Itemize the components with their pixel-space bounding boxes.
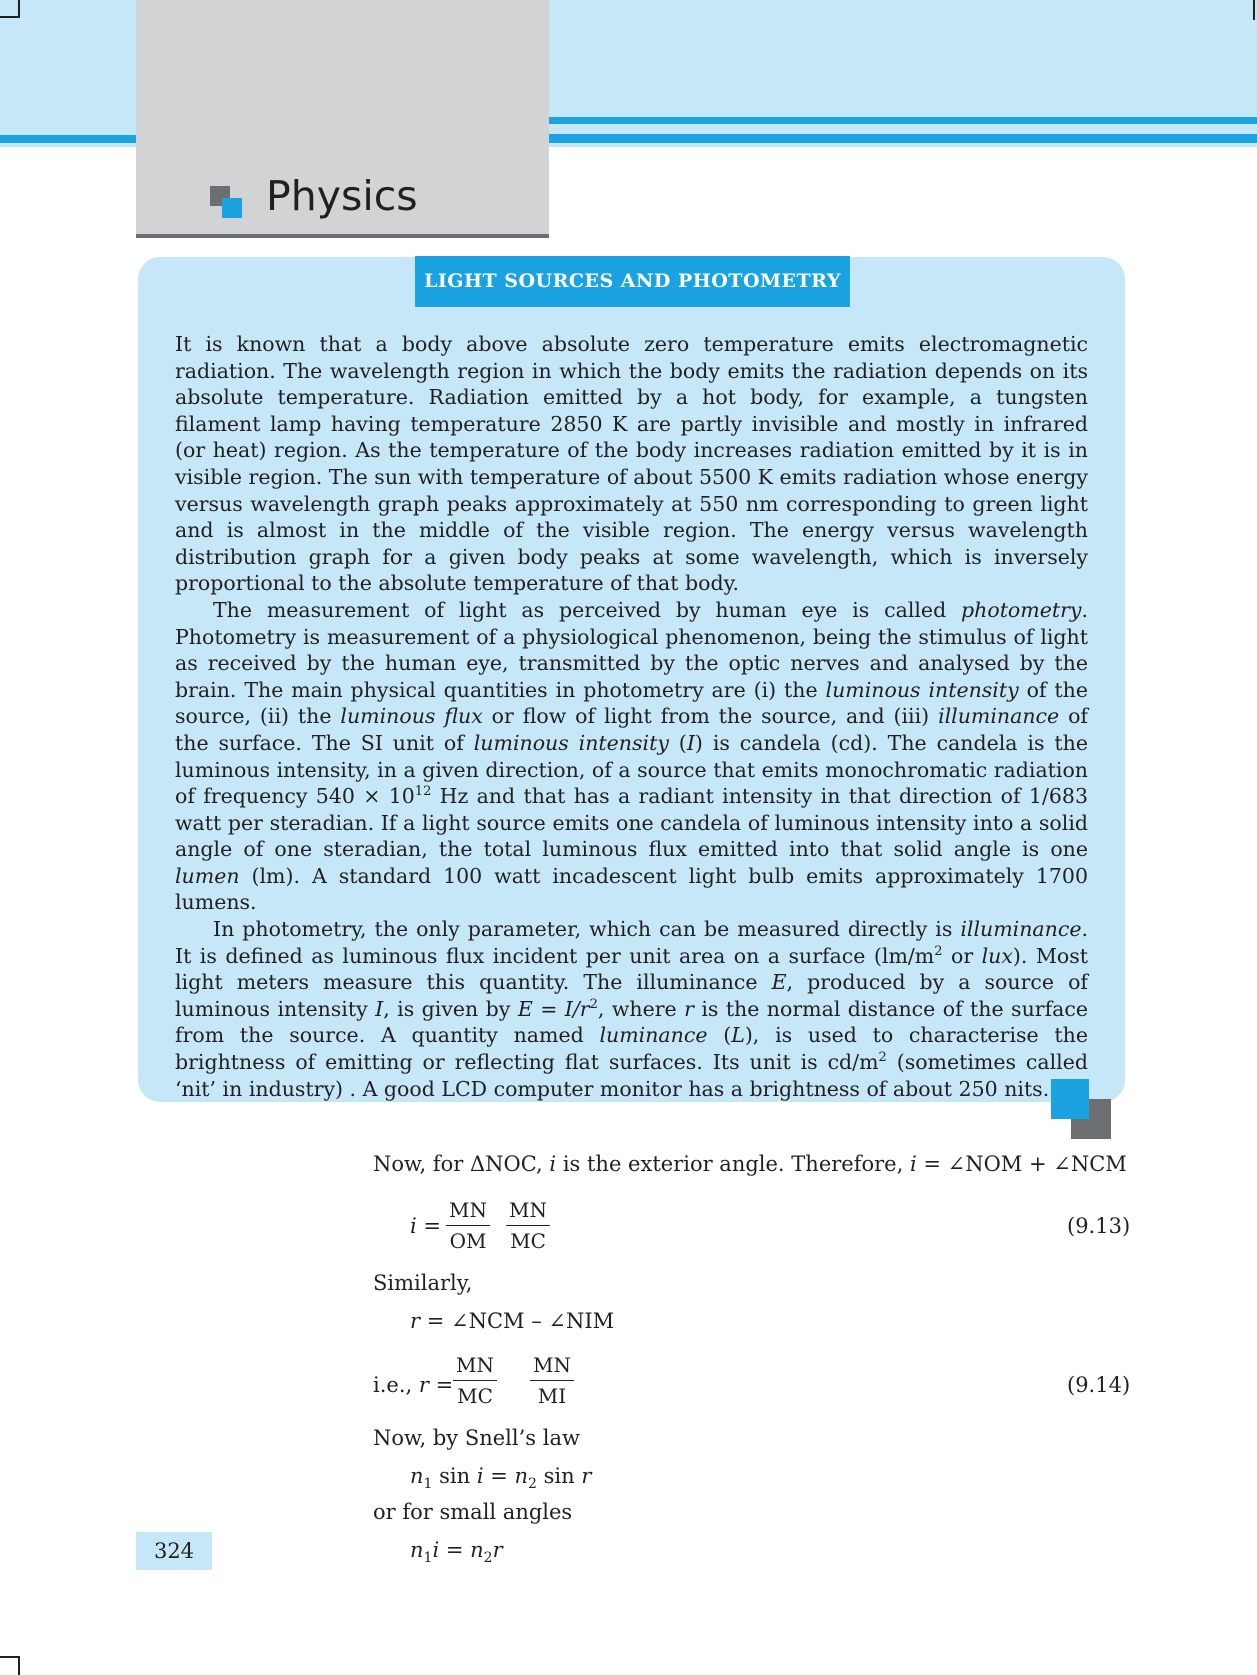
header-rule-right-top [549,117,1257,124]
eq-9-14-number: (9.14) [1067,1373,1131,1397]
header-rule-left [0,135,136,143]
header-subject-underline [136,234,549,238]
overlapping-squares-icon [210,186,242,218]
similarly-text: Similarly, [373,1271,473,1295]
paragraph: The measurement of light as perceived by human eye is called photometry. Photometry is measurement of a physiological phenomenon, being the stimulus of light as received by the human eye, transmitted by the optic nerves and analysed by the brain. The main physical quantities in photometry are (i) the luminous intensity of the source, (ii) the luminous flux or flow of light from the source, and (iii) illuminance of the surface. The SI unit of luminous intensity (I) is candela (cd). The candela is the luminous intensity, in a given direction, of a source that emits monochromatic radiation of frequency $540 \times 10^{12}$ Hz and that has a radiant intensity in that direction of 1/683 watt per steradian. If a light source emits one candela of luminous intensity into a solid angle of one steradian, the total luminous flux emitted into that solid angle is one lumen (lm). A standard 100 watt incadescent light bulb emits approximately 1700 lumens. [175,597,1089,915]
header-rule-right-bottom [549,134,1257,143]
paragraph: It is known that a body above absolute zero temperature emits electromagnetic radiation. The wavelength region in which the body emits the radiation depends on its absolute temperature. Radiation emitted by a hot body, for example, a tungsten filament lamp having temperature 2850 K are partly invisible and mostly in infrared (or heat) region. As the temperature of the body increases radiation emitted by it is in visible region. The sun with temperature of about 5500 K emits radiation whose energy versus wavelength graph peaks approximately at 550 nm corresponding to green light and is almost in the middle of the visible region. The energy versus wavelength distribution graph for a given body peaks at some wavelength, which is inversely proportional to the absolute temperature of that body. [175,332,1088,596]
page-number: 324 [153,1539,195,1563]
subject-title: Physics [266,172,418,220]
r-angle-equation: r = ∠NCM – ∠NIM [410,1309,615,1333]
eq-9-13-number: (9.13) [1067,1214,1131,1238]
eq-9-14-fraction-2: $\frac{MN}{MI}$ [530,1353,574,1408]
box-corner-blue-square [1051,1079,1089,1119]
small-angles-text: or for small angles [373,1500,573,1524]
eq-9-13-fraction-1: $\frac{MN}{OM}$ [446,1198,490,1253]
snell-equation: $n_1$ $\sin i = n_2$ sin r [410,1464,592,1493]
crop-mark-top-left [0,0,20,18]
info-box-title: LIGHT SOURCES AND PHOTOMETRY [415,256,850,307]
small-angle-equation: $n_1i = n_2r$ [410,1538,503,1567]
snell-text: Now, by Snell’s law [373,1426,580,1450]
crop-mark-bottom-left [0,1656,20,1675]
eq-9-13-fraction-2: $\frac{MN}{MC}$ [506,1198,550,1253]
paragraph: In photometry, the only parameter, which can be measured directly is illuminance. It is defined as luminous flux incident per unit area on a surface ($lm/m^2$ or lux). Most light meters measure this quantity. The illuminance E, produced by a source of luminous intensity I, is given by $E = I/r^2$, where r is the normal distance of the surface from the source. A quantity named luminance (L), is used to characterise the brightness of emitting or reflecting flat surfaces. Its unit is $cd/m^2$ (sometimes called ‘nit’ in industry) . A good LCD computer monitor has a brightness of about 250 nits. [175,917,1089,1101]
crop-mark-top-right [1253,0,1255,20]
info-box-body [175,331,1088,1102]
math-line-exterior-angle: Now, for ΔNOC, i is the exterior angle. Therefore, i = ∠NOM + ∠NCM [373,1152,1127,1176]
eq-9-14-lhs: i.e., r = [373,1373,454,1397]
eq-9-13-lhs: i = [410,1214,441,1238]
eq-9-14-fraction-1: $\frac{MN}{MC}$ [453,1353,497,1408]
